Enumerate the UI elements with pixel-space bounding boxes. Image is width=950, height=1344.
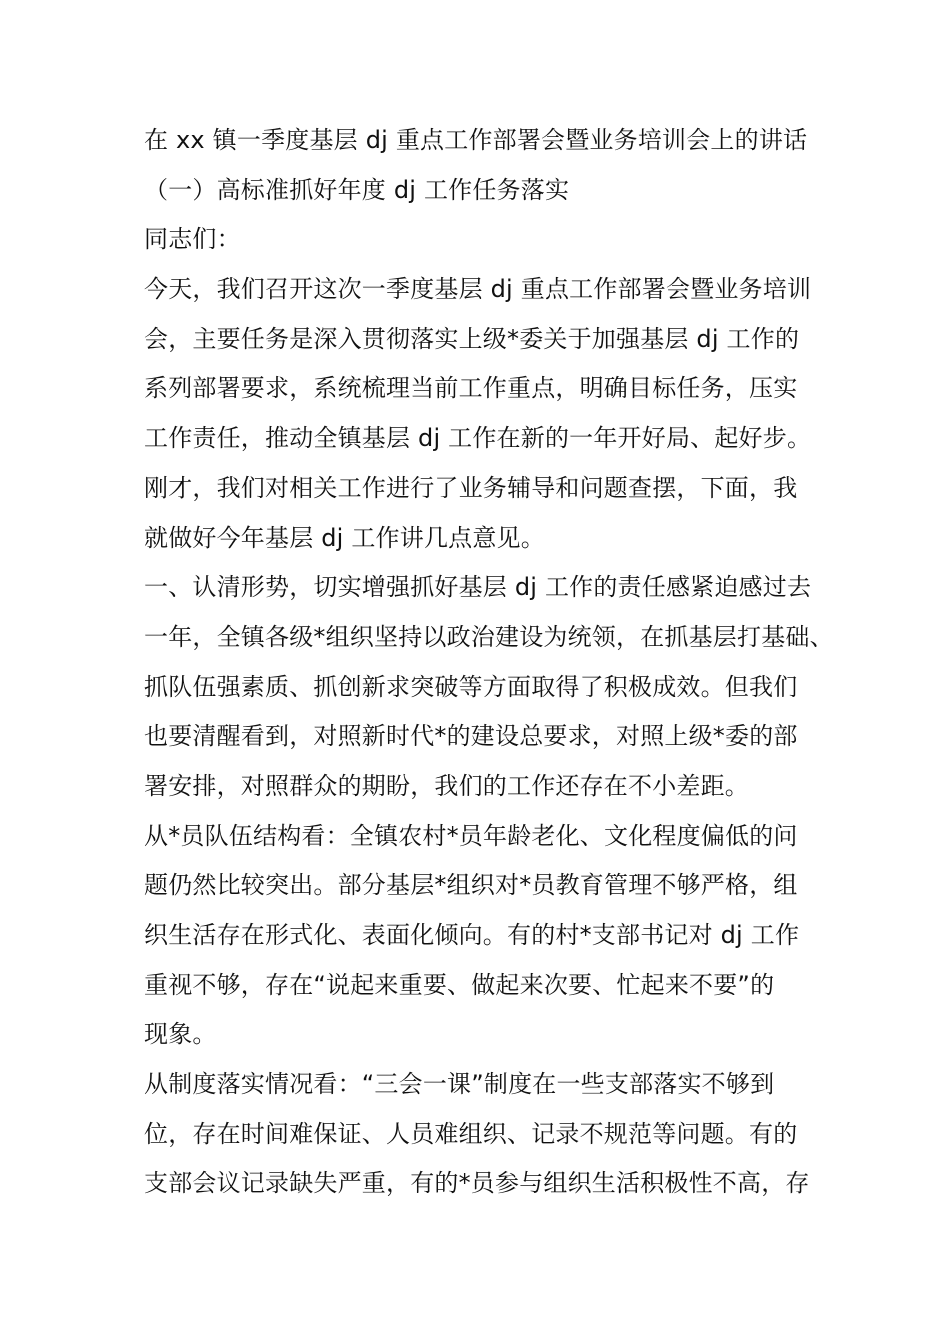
document-body [144,116,844,1209]
text-line: 刚才，我们对相关工作进行了业务辅导和问题查摆，下面，我 [144,473,798,502]
text-line: 也要清醒看到，对照新时代*的建设总要求，对照上级*委的部 [144,722,798,751]
text-line: 从*员队伍结构看：全镇农村*员年龄老化、文化程度偏低的问 [144,821,798,850]
section-heading: （一）高标准抓好年度 dj 工作任务落实 [144,175,570,204]
text-line: 位，存在时间难保证、人员难组织、记录不规范等问题。有的 [144,1119,798,1148]
text-line: 今天，我们召开这次一季度基层 dj 重点工作部署会暨业务培训 [144,275,812,304]
text-line: 重视不够，存在“说起来重要、做起来次要、忙起来不要”的 [144,970,775,999]
text-line: 一、认清形势，切实增强抓好基层 dj 工作的责任感紧迫感过去 [144,573,812,602]
text-line: 工作责任，推动全镇基层 dj 工作在新的一年开好局、起好步。 [144,424,812,453]
text-line: 一年，全镇各级*组织坚持以政治建设为统领，在抓基层打基础、 [144,622,834,651]
text-line: 从制度落实情况看：“三会一课”制度在一些支部落实不够到 [144,1070,775,1099]
text-line: 署安排，对照群众的期盼，我们的工作还存在不小差距。 [144,771,749,800]
text-line: 织生活存在形式化、表面化倾向。有的村*支部书记对 dj 工作 [144,921,800,949]
text-line: 现象。 [144,1020,217,1049]
salutation: 同志们： [144,225,241,254]
text-line: 支部会议记录缺失严重，有的*员参与组织生活积极性不高，存 [144,1169,810,1198]
text-line: 题仍然比较突出。部分基层*组织对*员教育管理不够严格，组 [144,871,798,900]
text-line: 就做好今年基层 dj 工作讲几点意见。 [144,523,545,552]
text-line: 会，主要任务是深入贯彻落实上级*委关于加强基层 dj 工作的 [144,324,800,353]
text-line: 系列部署要求，系统梳理当前工作重点，明确目标任务，压实 [144,374,798,403]
text-line: 抓队伍强素质、抓创新求突破等方面取得了积极成效。但我们 [144,672,798,701]
document-title: 在 xx 镇一季度基层 dj 重点工作部署会暨业务培训会上的讲话 [144,126,808,154]
